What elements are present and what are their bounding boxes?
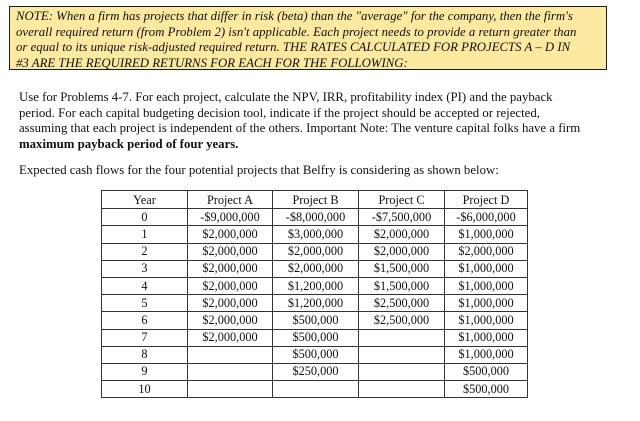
cell-project-d: $1,000,000 bbox=[445, 226, 528, 243]
cell-project-a: $2,000,000 bbox=[188, 260, 273, 277]
cell-project-c bbox=[359, 363, 445, 380]
cell-project-a: -$9,000,000 bbox=[188, 209, 273, 226]
note-line: or equal to its unique risk-adjusted required return. THE RATES CALCULATED FOR PROJECTS A – D IN bbox=[16, 40, 571, 55]
header-project-d: Project D bbox=[445, 191, 528, 209]
cell-project-b: $2,000,000 bbox=[273, 243, 359, 260]
cell-year: 9 bbox=[102, 363, 188, 380]
cell-project-b: $500,000 bbox=[273, 312, 359, 329]
cell-project-c bbox=[359, 346, 445, 363]
cell-project-b bbox=[273, 381, 359, 398]
table-row bbox=[102, 226, 528, 243]
cell-project-d: $1,000,000 bbox=[445, 260, 528, 277]
table-row bbox=[102, 209, 528, 226]
expected-cash-flows-caption: Expected cash flows for the four potential projects that Belfry is considering as shown below: bbox=[19, 163, 499, 177]
cell-year: 5 bbox=[102, 295, 188, 312]
cell-year: 4 bbox=[102, 277, 188, 294]
cell-project-c: $1,500,000 bbox=[359, 260, 445, 277]
cell-year: 10 bbox=[102, 381, 188, 398]
cell-project-d: $1,000,000 bbox=[445, 329, 528, 346]
header-project-a: Project A bbox=[188, 191, 273, 209]
note-box bbox=[9, 6, 607, 70]
instructions-line: period. For each capital budgeting decision tool, indicate if the project should be accepted or rejected, bbox=[19, 105, 540, 120]
cell-project-b: $2,000,000 bbox=[273, 260, 359, 277]
note-line: overall required return (from Problem 2) isn't applicable. Each project needs to provide a return greater than bbox=[16, 24, 577, 39]
table-row bbox=[102, 277, 528, 294]
cell-project-b: $500,000 bbox=[273, 329, 359, 346]
cell-year: 8 bbox=[102, 346, 188, 363]
cell-project-b: $500,000 bbox=[273, 346, 359, 363]
table-row bbox=[102, 381, 528, 398]
cell-year: 0 bbox=[102, 209, 188, 226]
cell-project-b: -$8,000,000 bbox=[273, 209, 359, 226]
cell-project-c bbox=[359, 329, 445, 346]
cell-year: 1 bbox=[102, 226, 188, 243]
cell-project-a: $2,000,000 bbox=[188, 226, 273, 243]
cell-project-d: $1,000,000 bbox=[445, 346, 528, 363]
cell-project-d: $1,000,000 bbox=[445, 295, 528, 312]
cell-project-a: $2,000,000 bbox=[188, 277, 273, 294]
table-row bbox=[102, 243, 528, 260]
payback-requirement: maximum payback period of four years. bbox=[19, 136, 239, 151]
table-row bbox=[102, 260, 528, 277]
cell-project-c: -$7,500,000 bbox=[359, 209, 445, 226]
cell-year: 2 bbox=[102, 243, 188, 260]
cell-project-a bbox=[188, 363, 273, 380]
cell-project-d: $2,000,000 bbox=[445, 243, 528, 260]
cell-year: 6 bbox=[102, 312, 188, 329]
table-row bbox=[102, 329, 528, 346]
cell-project-c: $2,500,000 bbox=[359, 312, 445, 329]
instructions-line: assuming that each project is independent of the others. Important Note: The venture capital folks have a firm bbox=[19, 121, 581, 135]
cash-flow-table bbox=[101, 190, 528, 398]
header-project-c: Project C bbox=[359, 191, 445, 209]
table-header-row bbox=[102, 191, 528, 209]
cell-project-d: $1,000,000 bbox=[445, 277, 528, 294]
table-row bbox=[102, 346, 528, 363]
cell-project-d: $500,000 bbox=[445, 381, 528, 398]
note-line: NOTE: When a firm has projects that differ in risk (beta) than the "average" for the company, then the firm's bbox=[16, 9, 573, 23]
cell-project-b: $1,200,000 bbox=[273, 277, 359, 294]
table-row bbox=[102, 312, 528, 329]
cell-project-a: $2,000,000 bbox=[188, 312, 273, 329]
cash-flow-table-body bbox=[102, 209, 528, 398]
cell-project-a: $2,000,000 bbox=[188, 295, 273, 312]
cell-project-b: $1,200,000 bbox=[273, 295, 359, 312]
cell-project-c: $2,000,000 bbox=[359, 243, 445, 260]
header-project-b: Project B bbox=[273, 191, 359, 209]
cell-project-d: -$6,000,000 bbox=[445, 209, 528, 226]
instructions-line: Use for Problems 4-7. For each project, calculate the NPV, IRR, profitability index (PI) and the payback bbox=[19, 90, 553, 104]
note-line: #3 ARE THE REQUIRED RETURNS FOR EACH FOR THE FOLLOWING: bbox=[16, 55, 408, 70]
cell-project-a bbox=[188, 346, 273, 363]
cell-project-a: $2,000,000 bbox=[188, 329, 273, 346]
cell-year: 3 bbox=[102, 260, 188, 277]
cell-project-c: $2,500,000 bbox=[359, 295, 445, 312]
cell-project-c: $2,000,000 bbox=[359, 226, 445, 243]
header-year: Year bbox=[102, 191, 188, 209]
cell-project-c: $1,500,000 bbox=[359, 277, 445, 294]
cell-project-a: $2,000,000 bbox=[188, 243, 273, 260]
cell-project-d: $500,000 bbox=[445, 363, 528, 380]
cell-project-b: $250,000 bbox=[273, 363, 359, 380]
table-row bbox=[102, 363, 528, 380]
cell-project-a bbox=[188, 381, 273, 398]
cell-year: 7 bbox=[102, 329, 188, 346]
cell-project-d: $1,000,000 bbox=[445, 312, 528, 329]
instructions-paragraph bbox=[19, 90, 609, 152]
cell-project-b: $3,000,000 bbox=[273, 226, 359, 243]
table-row bbox=[102, 295, 528, 312]
cell-project-c bbox=[359, 381, 445, 398]
